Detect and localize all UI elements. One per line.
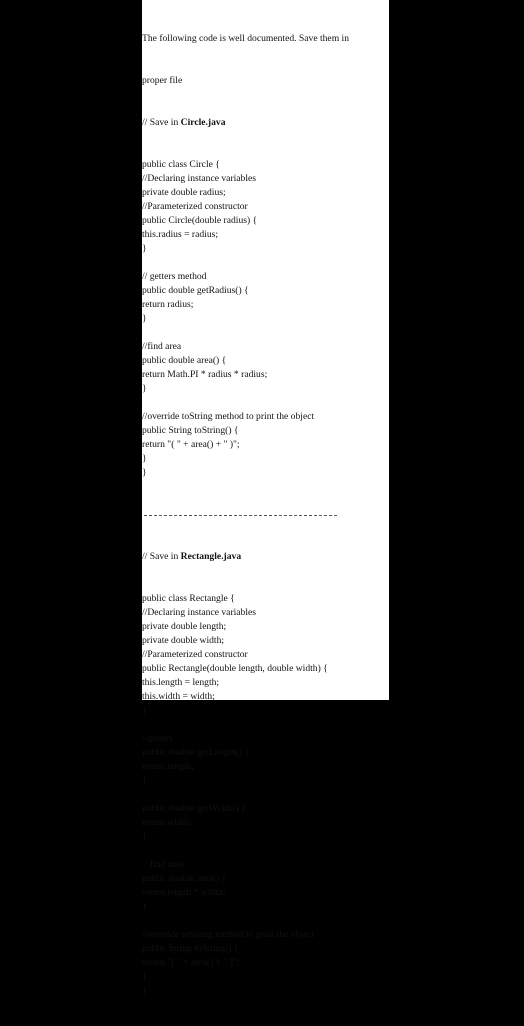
code-line: }: [142, 971, 147, 982]
code-line: }: [142, 243, 147, 254]
section-divider: [142, 508, 389, 522]
code-line: private double width;: [142, 635, 225, 646]
rectangle-save-heading: [142, 550, 389, 564]
code-line: }: [142, 467, 147, 478]
code-line: //Parameterized constructor: [142, 649, 248, 660]
code-line: }: [142, 985, 147, 996]
code-line: private double radius;: [142, 187, 226, 198]
circle-save-heading: [142, 116, 389, 130]
document-page: [140, 0, 389, 996]
code-line: this.radius = radius;: [142, 229, 219, 240]
code-line: this.length = length;: [142, 677, 220, 688]
code-line: public double area() {: [142, 873, 227, 884]
code-line: this.width = width;: [142, 691, 215, 702]
circle-file-name: Circle.java: [180, 117, 226, 128]
code-line: return radius;: [142, 299, 194, 310]
code-line: return Math.PI * radius * radius;: [142, 369, 268, 380]
code-line: // getters method: [142, 271, 207, 282]
code-line: public Circle(double radius) {: [142, 215, 258, 226]
code-line: return "[ " + area() + " ]";: [142, 957, 240, 968]
code-line: }: [142, 831, 147, 842]
code-line: [142, 326, 389, 340]
circle-code-block: [142, 158, 389, 480]
intro-line: proper file: [142, 75, 183, 86]
code-line: public String toString() {: [142, 425, 239, 436]
code-line: public double getWidth() {: [142, 803, 246, 814]
code-line: }: [142, 901, 147, 912]
rectangle-file-name: Rectangle.java: [180, 551, 242, 562]
code-line: return width;: [142, 817, 192, 828]
code-line: }: [142, 313, 147, 324]
code-line: [142, 256, 389, 270]
code-line: [142, 396, 389, 410]
code-line: //Declaring instance variables: [142, 607, 257, 618]
code-line: return length;: [142, 761, 194, 772]
document-text: [140, 0, 389, 1026]
code-line: private double length;: [142, 621, 227, 632]
code-line: // find area: [142, 859, 184, 870]
intro-line: The following code is well documented. Save them in: [142, 33, 350, 44]
code-line: }: [142, 453, 147, 464]
code-line: }: [142, 705, 147, 716]
code-line: }: [142, 775, 147, 786]
code-line: return "( " + area() + " )";: [142, 439, 240, 450]
rectangle-code-block: [142, 592, 389, 998]
code-line: [142, 718, 389, 732]
code-line: public class Rectangle {: [142, 593, 235, 604]
code-line: public double getLength() {: [142, 747, 250, 758]
code-line: //override toString method to print the object: [142, 929, 315, 940]
code-line: //override toString method to print the object: [142, 411, 315, 422]
code-line: [142, 914, 389, 928]
code-line: public String toString() {: [142, 943, 239, 954]
code-line: }: [142, 383, 147, 394]
code-line: public class Circle {: [142, 159, 220, 170]
code-line: public double getRadius() {: [142, 285, 249, 296]
save-prefix: // Save in: [142, 551, 181, 562]
code-line: public double area() {: [142, 355, 227, 366]
code-line: [142, 844, 389, 858]
code-line: [142, 788, 389, 802]
save-prefix: // Save in: [142, 117, 181, 128]
code-line: //Declaring instance variables: [142, 173, 257, 184]
code-line: return length * width;: [142, 887, 226, 898]
code-line: //find area: [142, 341, 182, 352]
code-line: public Rectangle(double length, double width) {: [142, 663, 328, 674]
code-line: //getters: [142, 733, 173, 744]
code-line: //Parameterized constructor: [142, 201, 248, 212]
